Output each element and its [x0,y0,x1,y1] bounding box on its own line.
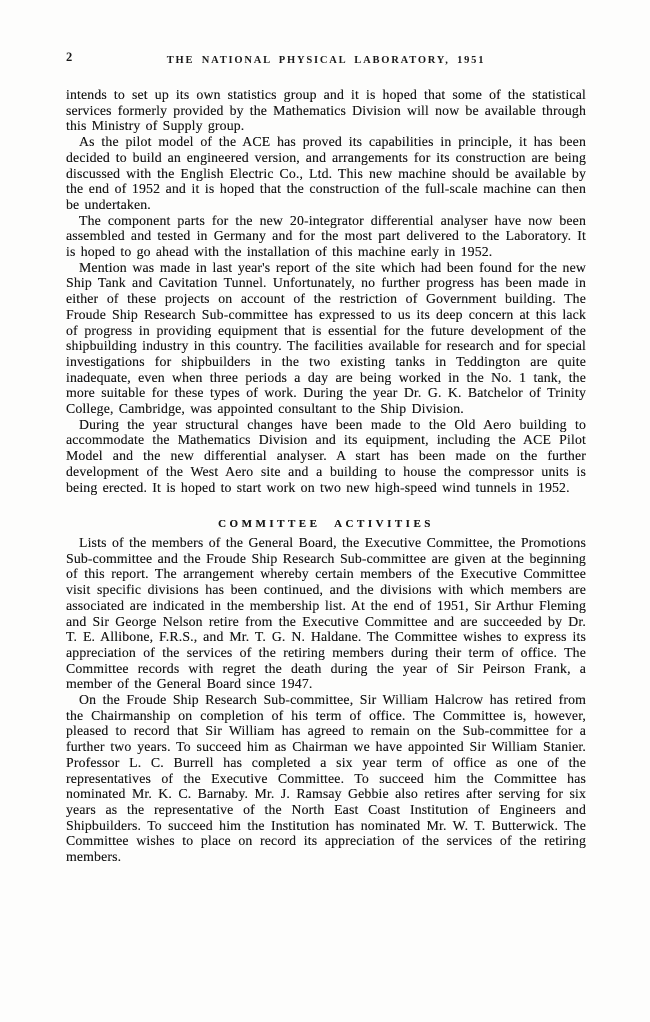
section-heading-committee-activities: COMMITTEE ACTIVITIES [218,518,434,531]
paragraph-froude-subcommittee: On the Froude Ship Research Sub-committee, Sir William Halcrow has retired from the Chairmanship on completion of his term of office. The Committee is, however, pleased to record that Sir William has agreed to remain on the Sub-committee for a further two years. To succeed him as Chairman we have appointed Sir William Stanier. Professor L. C. Burrell has completed a six year term of office as one of the representatives of the Executive Committee. To succeed him the Committee has nominated Mr. K. C. Barnaby. Mr. J. Ramsay Gebbie also retires after serving for six years as the representative of the North East Coast Institution of Engineers and Shipbuilders. To succeed him the Institution has nominated Mr. W. T. Butterwick. The Committee wishes to place on record its appreciation of the services of the retiring members. [66,692,586,865]
page-header [66,50,586,68]
paragraph-ship-tank: Mention was made in last year's report of the site which had been found for the new Ship Tank and Cavitation Tunnel. Unfortunately, no further progress has been made in either of these projects on account of the restriction of Government building. The Froude Ship Research Sub-committee has expressed to us its deep concern at this lack of progress in providing equipment that is essential for the future development of the shipbuilding industry in this country. The facilities available for research and for special investigations for shipbuilders in the two existing tanks in Teddington are quite inadequate, even when three periods a day are being worked in the No. 1 tank, the more suitable for these types of work. During the year Dr. G. K. Batchelor of Trinity College, Cambridge, was appointed consultant to the Ship Division. [66,259,586,417]
paragraph-ace-pilot-model: As the pilot model of the ACE has proved its capabilities in principle, it has been decided to build an engineered version, and arrangements for its construction are being discussed with the English Electric Co., Ltd. This new machine should be available by the end of 1952 and it is hoped that the construction of the full-scale machine can then be undertaken. [66,134,586,212]
paragraph-old-aero-building: During the year structural changes have been made to the Old Aero building to accommodate the Mathematics Division and its equipment, including the ACE Pilot Model and the new differential analyser. A start has been made on the further development of the West Aero site and a building to house the compressor units is being erected. It is hoped to start work on two new high-speed wind tunnels in 1952. [66,416,586,495]
running-title: THE NATIONAL PHYSICAL LABORATORY, 1951 [166,55,486,66]
paragraph-committee-lists: Lists of the members of the General Board, the Executive Committee, the Promotions Sub-committee and the Froude Ship Research Sub-committee are given at the beginning of this report. The arrangement whereby certain members of the Executive Committee visit specific divisions has been continued, and the divisions with which members are associated are indicated in the membership list. At the end of 1951, Sir Arthur Fleming and Sir George Nelson retire from the Executive Committee and are succeeded by Dr. T. E. Allibone, F.R.S., and Mr. T. G. N. Haldane. The Committee wishes to express its appreciation of the services of the retiring members during their term of office. The Committee records with regret the death during the year of Sir Peirson Frank, a member of the General Board since 1947. [66,534,586,692]
paragraph-differential-analyser: The component parts for the new 20-integrator differential analyser have now been assembled and tested in Germany and for the most part delivered to the Laboratory. It is hoped to go ahead with the installation of this machine early in 1952. [66,212,586,260]
page-body [66,87,586,865]
page-number: 2 [66,50,73,64]
paragraph-statistics-group: intends to set up its own statistics group and it is hoped that some of the statistical services formerly provided by the Mathematics Division will now be available through this Ministry of Supply group. [66,87,586,134]
